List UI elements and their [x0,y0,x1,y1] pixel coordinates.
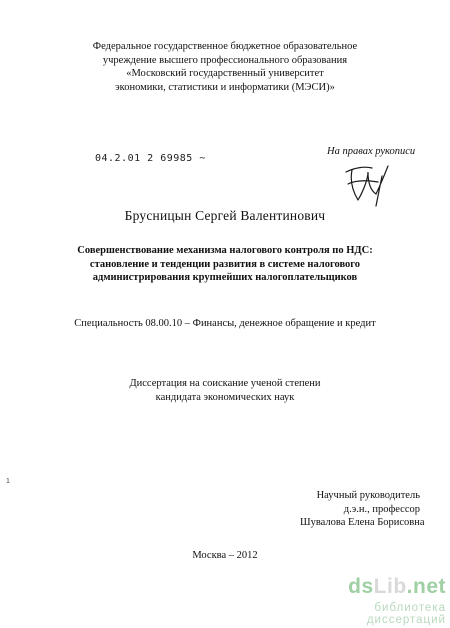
dissertation-title [0,244,450,285]
city-year: Москва – 2012 [192,550,258,561]
title-line: Совершенствование механизма налогового контроля по НДС: [77,245,373,256]
logo-part-lib: Lib [373,575,407,598]
dslib-watermark[interactable] [300,576,446,626]
advisor-degree: д.э.н., профессор [343,503,420,515]
dslib-logo[interactable] [300,576,446,598]
organization-header [0,40,450,94]
org-line: экономики, статистики и информатики (МЭСИ)» [115,81,335,93]
title-line: становление и тенденции развития в системе налогового [89,258,361,270]
org-line: «Московский государственный университет [126,68,324,79]
degree-line: кандидата экономических наук [155,391,295,403]
degree-statement [0,377,450,404]
handwritten-signature [338,160,398,208]
advisor-name: Шувалова Елена Борисовна [300,517,425,528]
dslib-tagline: библиотека диссертаций [366,602,446,626]
title-line: администрирования крупнейших налогоплательщиков [92,272,358,283]
logo-part-ds: ds [348,575,374,598]
specialty-line: Специальность 08.00.10 – Финансы, денежное обращение и кредит [74,318,376,329]
advisor-role: Научный руководитель [316,490,420,501]
org-line: учреждение высшего профессионального образования [102,54,348,66]
scientific-advisor [300,489,425,530]
org-line: Федеральное государственное бюджетное образовательное [92,41,358,52]
margin-mark: 1 [6,478,10,485]
registration-stamp: 04.2.01 2 69985 ~ [95,153,206,164]
logo-part-net: .net [406,575,446,598]
manuscript-note: На правах рукописи [327,146,416,157]
degree-line: Диссертация на соискание ученой степени [129,378,321,389]
author-name: Брусницын Сергей Валентинович [124,208,326,223]
